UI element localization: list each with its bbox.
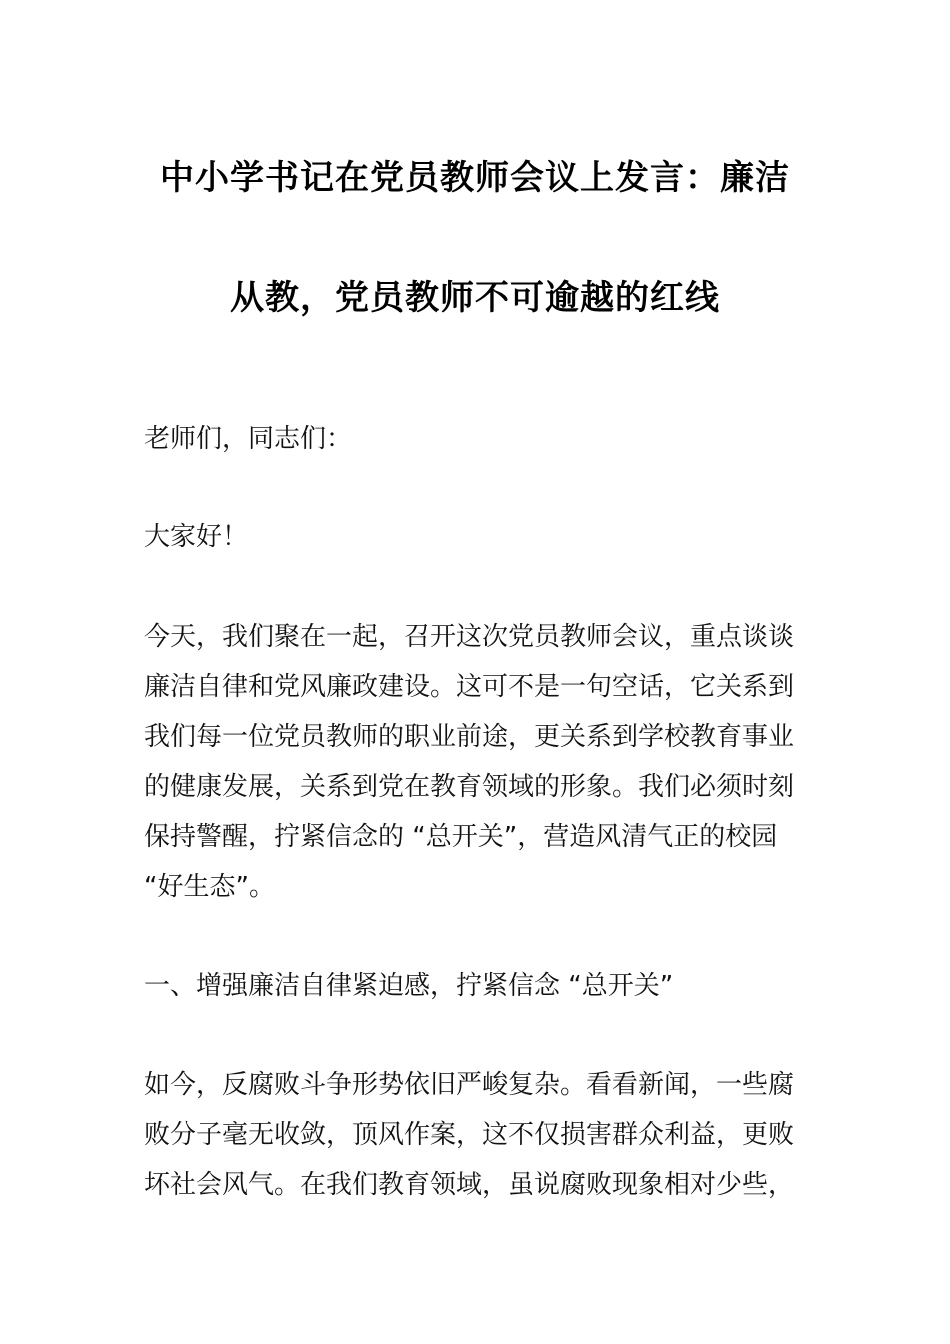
salutation-paragraph: [144, 414, 809, 464]
intro-line: 我们每一位党员教师的职业前途，更关系到学校教育事业: [144, 722, 795, 752]
intro-line: 廉洁自律和党风廉政建设。这可不是一句空话，它关系到: [144, 672, 795, 702]
section-body-paragraph: [144, 1060, 809, 1210]
intro-line: 保持警醒，拧紧信念的 “总开关”，营造风清气正的校园: [144, 822, 778, 852]
section-body-line: 败分子毫无收敛，顶风作案，这不仅损害群众利益，更败: [144, 1120, 795, 1150]
greeting-paragraph: [144, 512, 809, 562]
document-title-line-1: 中小学书记在党员教师会议上发言：廉洁: [160, 158, 790, 198]
intro-line: 今天，我们聚在一起，召开这次党员教师会议，重点谈谈: [144, 622, 795, 652]
intro-line: 的健康发展，关系到党在教育领域的形象。我们必须时刻: [144, 772, 795, 802]
section-body-line: 坏社会风气。在我们教育领域，虽说腐败现象相对少些，: [144, 1170, 795, 1200]
intro-paragraph: [144, 612, 809, 912]
document-title-line-2: 从教，党员教师不可逾越的红线: [230, 278, 720, 318]
section-heading: 一、增强廉洁自律紧迫感，拧紧信念 “总开关”: [144, 971, 674, 1001]
greeting-text: 大家好！: [144, 522, 249, 552]
salutation-text: 老师们，同志们：: [144, 424, 353, 454]
intro-line: “好生态”。: [144, 872, 275, 902]
section-heading-paragraph: [144, 961, 809, 1011]
section-body-line: 如今，反腐败斗争形势依旧严峻复杂。看看新闻，一些腐: [144, 1070, 795, 1100]
